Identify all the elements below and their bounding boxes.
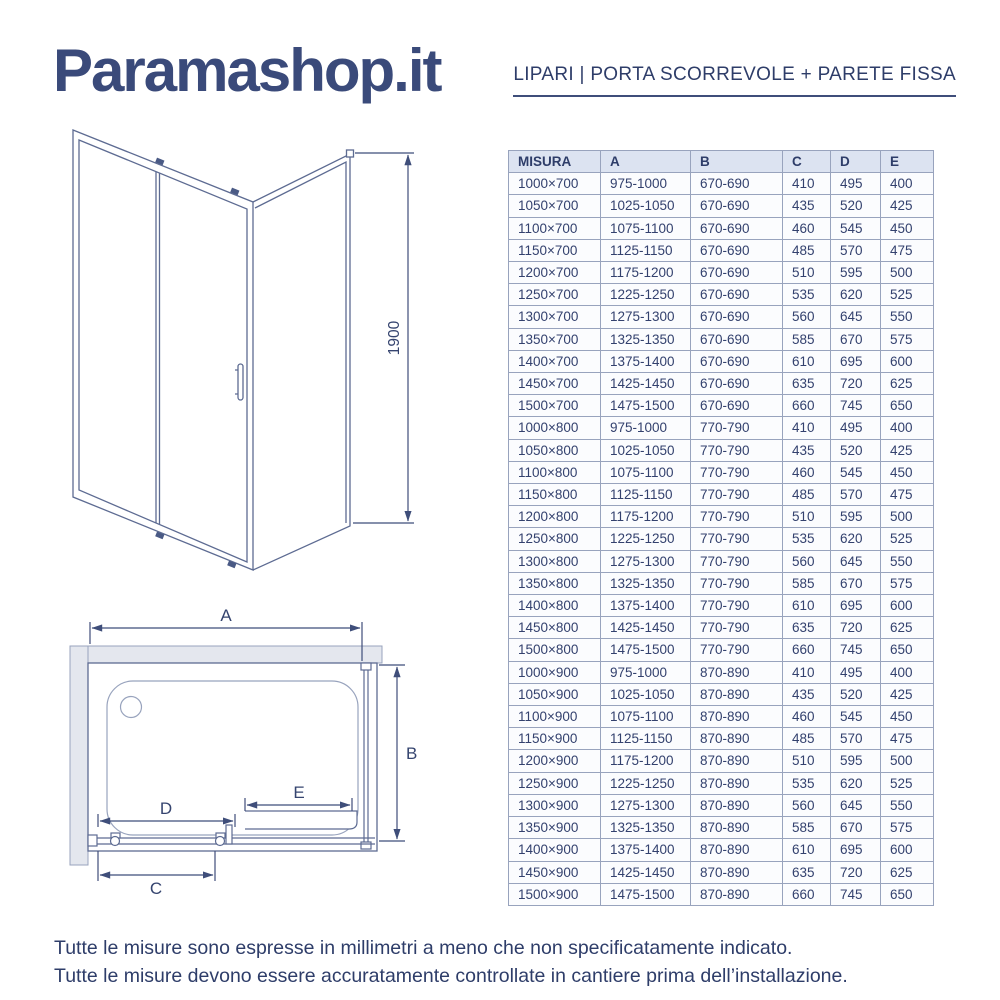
table-cell: 635	[783, 861, 831, 883]
dimension-c	[98, 851, 215, 881]
table-cell: 1125-1150	[601, 484, 691, 506]
table-cell: 1150×900	[509, 728, 601, 750]
dimension-a-label: A	[220, 606, 232, 625]
shower-enclosure-outline	[73, 130, 354, 570]
table-cell: 1300×900	[509, 794, 601, 816]
table-cell: 695	[831, 839, 881, 861]
table-cell: 1100×800	[509, 461, 601, 483]
table-cell: 1425-1450	[601, 861, 691, 883]
col-header-c: C	[783, 151, 831, 173]
table-cell: 600	[881, 595, 934, 617]
table-cell: 485	[783, 484, 831, 506]
table-cell: 570	[831, 728, 881, 750]
table-cell: 870-890	[691, 883, 783, 905]
table-cell: 510	[783, 506, 831, 528]
table-cell: 1325-1350	[601, 817, 691, 839]
table-header-row	[509, 151, 934, 173]
table-cell: 1450×700	[509, 373, 601, 395]
table-cell: 745	[831, 395, 881, 417]
table-cell: 1350×700	[509, 328, 601, 350]
table-cell: 670-690	[691, 284, 783, 306]
table-cell: 870-890	[691, 817, 783, 839]
table-row	[509, 306, 934, 328]
table-cell: 660	[783, 639, 831, 661]
table-cell: 670-690	[691, 217, 783, 239]
table-cell: 1175-1200	[601, 262, 691, 284]
table-row	[509, 572, 934, 594]
table-row	[509, 484, 934, 506]
table-cell: 1025-1050	[601, 439, 691, 461]
height-dimension-label: 1900	[386, 320, 403, 356]
table-cell: 1050×800	[509, 439, 601, 461]
table-cell: 650	[881, 883, 934, 905]
table-cell: 595	[831, 262, 881, 284]
table-cell: 1425-1450	[601, 617, 691, 639]
table-cell: 870-890	[691, 728, 783, 750]
table-cell: 870-890	[691, 772, 783, 794]
table-cell: 535	[783, 528, 831, 550]
table-cell: 435	[783, 195, 831, 217]
table-cell: 670	[831, 328, 881, 350]
table-cell: 720	[831, 861, 881, 883]
table-cell: 770-790	[691, 506, 783, 528]
table-cell: 610	[783, 595, 831, 617]
door-rollers	[155, 158, 239, 569]
table-cell: 520	[831, 195, 881, 217]
table-cell: 500	[881, 506, 934, 528]
table-cell: 400	[881, 173, 934, 195]
table-cell: 585	[783, 572, 831, 594]
footer-note-line1: Tutte le misure sono espresse in millimetri a meno che non specificatamente indicato.	[54, 937, 793, 959]
table-cell: 1475-1500	[601, 639, 691, 661]
table-cell: 1450×800	[509, 617, 601, 639]
table-row	[509, 817, 934, 839]
table-cell: 770-790	[691, 550, 783, 572]
table-cell: 525	[881, 528, 934, 550]
footer-note-line2: Tutte le misure devono essere accuratamente controllate in cantiere prima dell’installazione.	[54, 965, 848, 988]
table-cell: 870-890	[691, 706, 783, 728]
table-cell: 870-890	[691, 861, 783, 883]
table-cell: 475	[881, 484, 934, 506]
size-table	[508, 150, 934, 906]
table-cell: 670-690	[691, 373, 783, 395]
table-cell: 435	[783, 683, 831, 705]
sliding-panel-plan	[245, 811, 357, 829]
table-row	[509, 550, 934, 572]
table-cell: 560	[783, 794, 831, 816]
table-cell: 1450×900	[509, 861, 601, 883]
table-row	[509, 461, 934, 483]
table-cell: 660	[783, 395, 831, 417]
table-cell: 510	[783, 750, 831, 772]
table-cell: 560	[783, 550, 831, 572]
table-cell: 770-790	[691, 528, 783, 550]
table-cell: 1375-1400	[601, 595, 691, 617]
table-cell: 1500×800	[509, 639, 601, 661]
table-cell: 495	[831, 173, 881, 195]
table-row	[509, 528, 934, 550]
col-header-misura: MISURA	[509, 151, 601, 173]
table-row	[509, 439, 934, 461]
table-cell: 545	[831, 706, 881, 728]
table-cell: 545	[831, 461, 881, 483]
table-cell: 460	[783, 706, 831, 728]
table-cell: 1075-1100	[601, 706, 691, 728]
table-cell: 1300×700	[509, 306, 601, 328]
table-cell: 610	[783, 839, 831, 861]
table-row	[509, 195, 934, 217]
table-cell: 525	[881, 284, 934, 306]
table-cell: 670-690	[691, 395, 783, 417]
table-row	[509, 683, 934, 705]
table-row	[509, 794, 934, 816]
dimension-c-label: C	[149, 879, 163, 898]
table-row	[509, 728, 934, 750]
table-row	[509, 595, 934, 617]
table-cell: 1025-1050	[601, 195, 691, 217]
size-table-body	[509, 173, 934, 906]
table-cell: 1400×700	[509, 350, 601, 372]
table-cell: 575	[881, 572, 934, 594]
table-cell: 670-690	[691, 306, 783, 328]
table-cell: 975-1000	[601, 661, 691, 683]
table-cell: 650	[881, 395, 934, 417]
table-cell: 670	[831, 572, 881, 594]
table-cell: 495	[831, 661, 881, 683]
front-view-drawing	[35, 112, 465, 597]
table-cell: 475	[881, 239, 934, 261]
table-row	[509, 772, 934, 794]
table-row	[509, 284, 934, 306]
table-cell: 720	[831, 617, 881, 639]
table-row	[509, 395, 934, 417]
table-cell: 535	[783, 772, 831, 794]
table-cell: 425	[881, 439, 934, 461]
table-row	[509, 217, 934, 239]
table-cell: 1000×900	[509, 661, 601, 683]
table-cell: 620	[831, 772, 881, 794]
table-cell: 1225-1250	[601, 772, 691, 794]
table-cell: 670-690	[691, 173, 783, 195]
table-cell: 670-690	[691, 262, 783, 284]
table-row	[509, 373, 934, 395]
table-row	[509, 506, 934, 528]
table-cell: 1350×800	[509, 572, 601, 594]
table-cell: 570	[831, 484, 881, 506]
table-cell: 550	[881, 794, 934, 816]
table-cell: 600	[881, 350, 934, 372]
table-cell: 1375-1400	[601, 350, 691, 372]
table-cell: 1000×700	[509, 173, 601, 195]
site-logo: Paramashop.it	[53, 37, 441, 104]
table-cell: 610	[783, 350, 831, 372]
table-cell: 400	[881, 417, 934, 439]
footer-notes	[54, 934, 848, 991]
table-cell: 695	[831, 595, 881, 617]
table-cell: 500	[881, 750, 934, 772]
table-row	[509, 639, 934, 661]
table-cell: 585	[783, 817, 831, 839]
table-cell: 450	[881, 217, 934, 239]
top-view-drawing	[35, 598, 465, 928]
table-cell: 450	[881, 461, 934, 483]
table-cell: 410	[783, 661, 831, 683]
table-cell: 535	[783, 284, 831, 306]
table-cell: 1325-1350	[601, 328, 691, 350]
table-cell: 625	[881, 617, 934, 639]
table-cell: 1200×900	[509, 750, 601, 772]
table-cell: 1025-1050	[601, 683, 691, 705]
table-row	[509, 328, 934, 350]
table-cell: 1375-1400	[601, 839, 691, 861]
table-cell: 745	[831, 639, 881, 661]
table-cell: 670-690	[691, 350, 783, 372]
table-cell: 410	[783, 417, 831, 439]
table-cell: 520	[831, 439, 881, 461]
table-cell: 520	[831, 683, 881, 705]
table-cell: 450	[881, 706, 934, 728]
table-cell: 1500×900	[509, 883, 601, 905]
table-cell: 870-890	[691, 683, 783, 705]
col-header-a: A	[601, 151, 691, 173]
table-cell: 570	[831, 239, 881, 261]
table-cell: 645	[831, 794, 881, 816]
table-cell: 1100×900	[509, 706, 601, 728]
table-cell: 670-690	[691, 195, 783, 217]
table-cell: 1200×700	[509, 262, 601, 284]
table-row	[509, 262, 934, 284]
product-title-block	[513, 64, 956, 97]
table-cell: 635	[783, 373, 831, 395]
door-handle	[235, 364, 243, 400]
table-cell: 870-890	[691, 794, 783, 816]
table-cell: 1250×900	[509, 772, 601, 794]
table-cell: 1500×700	[509, 395, 601, 417]
table-row	[509, 173, 934, 195]
table-cell: 645	[831, 306, 881, 328]
table-cell: 770-790	[691, 572, 783, 594]
table-cell: 660	[783, 883, 831, 905]
col-header-e: E	[881, 151, 934, 173]
table-cell: 545	[831, 217, 881, 239]
table-cell: 625	[881, 861, 934, 883]
table-row	[509, 750, 934, 772]
table-cell: 1475-1500	[601, 395, 691, 417]
table-cell: 745	[831, 883, 881, 905]
table-cell: 1175-1200	[601, 506, 691, 528]
table-cell: 1275-1300	[601, 794, 691, 816]
table-cell: 425	[881, 683, 934, 705]
table-cell: 620	[831, 284, 881, 306]
table-cell: 770-790	[691, 617, 783, 639]
table-cell: 635	[783, 617, 831, 639]
table-cell: 410	[783, 173, 831, 195]
table-cell: 550	[881, 550, 934, 572]
table-cell: 475	[881, 728, 934, 750]
table-row	[509, 661, 934, 683]
table-cell: 770-790	[691, 461, 783, 483]
table-cell: 560	[783, 306, 831, 328]
table-cell: 1425-1450	[601, 373, 691, 395]
table-cell: 400	[881, 661, 934, 683]
table-cell: 525	[881, 772, 934, 794]
table-cell: 460	[783, 217, 831, 239]
table-cell: 595	[831, 506, 881, 528]
table-cell: 1250×800	[509, 528, 601, 550]
table-cell: 500	[881, 262, 934, 284]
table-row	[509, 839, 934, 861]
table-cell: 975-1000	[601, 173, 691, 195]
table-cell: 670-690	[691, 328, 783, 350]
table-cell: 770-790	[691, 595, 783, 617]
table-cell: 575	[881, 328, 934, 350]
table-cell: 485	[783, 239, 831, 261]
table-cell: 770-790	[691, 484, 783, 506]
table-row	[509, 883, 934, 905]
table-cell: 510	[783, 262, 831, 284]
table-cell: 1275-1300	[601, 306, 691, 328]
table-row	[509, 350, 934, 372]
table-cell: 600	[881, 839, 934, 861]
table-cell: 770-790	[691, 639, 783, 661]
table-row	[509, 861, 934, 883]
table-row	[509, 617, 934, 639]
table-cell: 595	[831, 750, 881, 772]
size-table-container	[508, 150, 934, 906]
table-cell: 1075-1100	[601, 217, 691, 239]
table-cell: 435	[783, 439, 831, 461]
table-cell: 1225-1250	[601, 528, 691, 550]
table-cell: 870-890	[691, 839, 783, 861]
table-cell: 425	[881, 195, 934, 217]
dimension-b-label: B	[406, 744, 418, 763]
table-cell: 770-790	[691, 417, 783, 439]
table-cell: 1100×700	[509, 217, 601, 239]
table-cell: 1250×700	[509, 284, 601, 306]
col-header-d: D	[831, 151, 881, 173]
table-cell: 645	[831, 550, 881, 572]
table-cell: 1175-1200	[601, 750, 691, 772]
table-cell: 585	[783, 328, 831, 350]
product-title: LIPARI | PORTA SCORREVOLE + PARETE FISSA	[513, 64, 956, 97]
table-cell: 670-690	[691, 239, 783, 261]
table-cell: 1150×700	[509, 239, 601, 261]
table-cell: 1050×900	[509, 683, 601, 705]
table-cell: 670	[831, 817, 881, 839]
table-cell: 625	[881, 373, 934, 395]
table-cell: 1300×800	[509, 550, 601, 572]
table-cell: 1475-1500	[601, 883, 691, 905]
table-cell: 495	[831, 417, 881, 439]
table-cell: 650	[881, 639, 934, 661]
table-cell: 1325-1350	[601, 572, 691, 594]
table-cell: 460	[783, 461, 831, 483]
table-cell: 1400×800	[509, 595, 601, 617]
dimension-e-label: E	[293, 783, 305, 802]
height-dimension	[353, 153, 414, 523]
table-cell: 1125-1150	[601, 239, 691, 261]
table-cell: 1125-1150	[601, 728, 691, 750]
table-cell: 975-1000	[601, 417, 691, 439]
table-cell: 620	[831, 528, 881, 550]
table-cell: 1000×800	[509, 417, 601, 439]
table-cell: 1400×900	[509, 839, 601, 861]
table-cell: 1075-1100	[601, 461, 691, 483]
table-cell: 1200×800	[509, 506, 601, 528]
dimension-d-label: D	[159, 799, 173, 818]
table-cell: 1050×700	[509, 195, 601, 217]
table-row	[509, 706, 934, 728]
col-header-b: B	[691, 151, 783, 173]
table-cell: 870-890	[691, 661, 783, 683]
table-row	[509, 239, 934, 261]
table-cell: 1225-1250	[601, 284, 691, 306]
table-cell: 485	[783, 728, 831, 750]
table-cell: 770-790	[691, 439, 783, 461]
table-cell: 1350×900	[509, 817, 601, 839]
table-cell: 550	[881, 306, 934, 328]
table-cell: 870-890	[691, 750, 783, 772]
table-cell: 695	[831, 350, 881, 372]
table-cell: 1275-1300	[601, 550, 691, 572]
table-cell: 575	[881, 817, 934, 839]
table-row	[509, 417, 934, 439]
dimension-b	[379, 665, 405, 841]
table-cell: 1150×800	[509, 484, 601, 506]
table-cell: 720	[831, 373, 881, 395]
